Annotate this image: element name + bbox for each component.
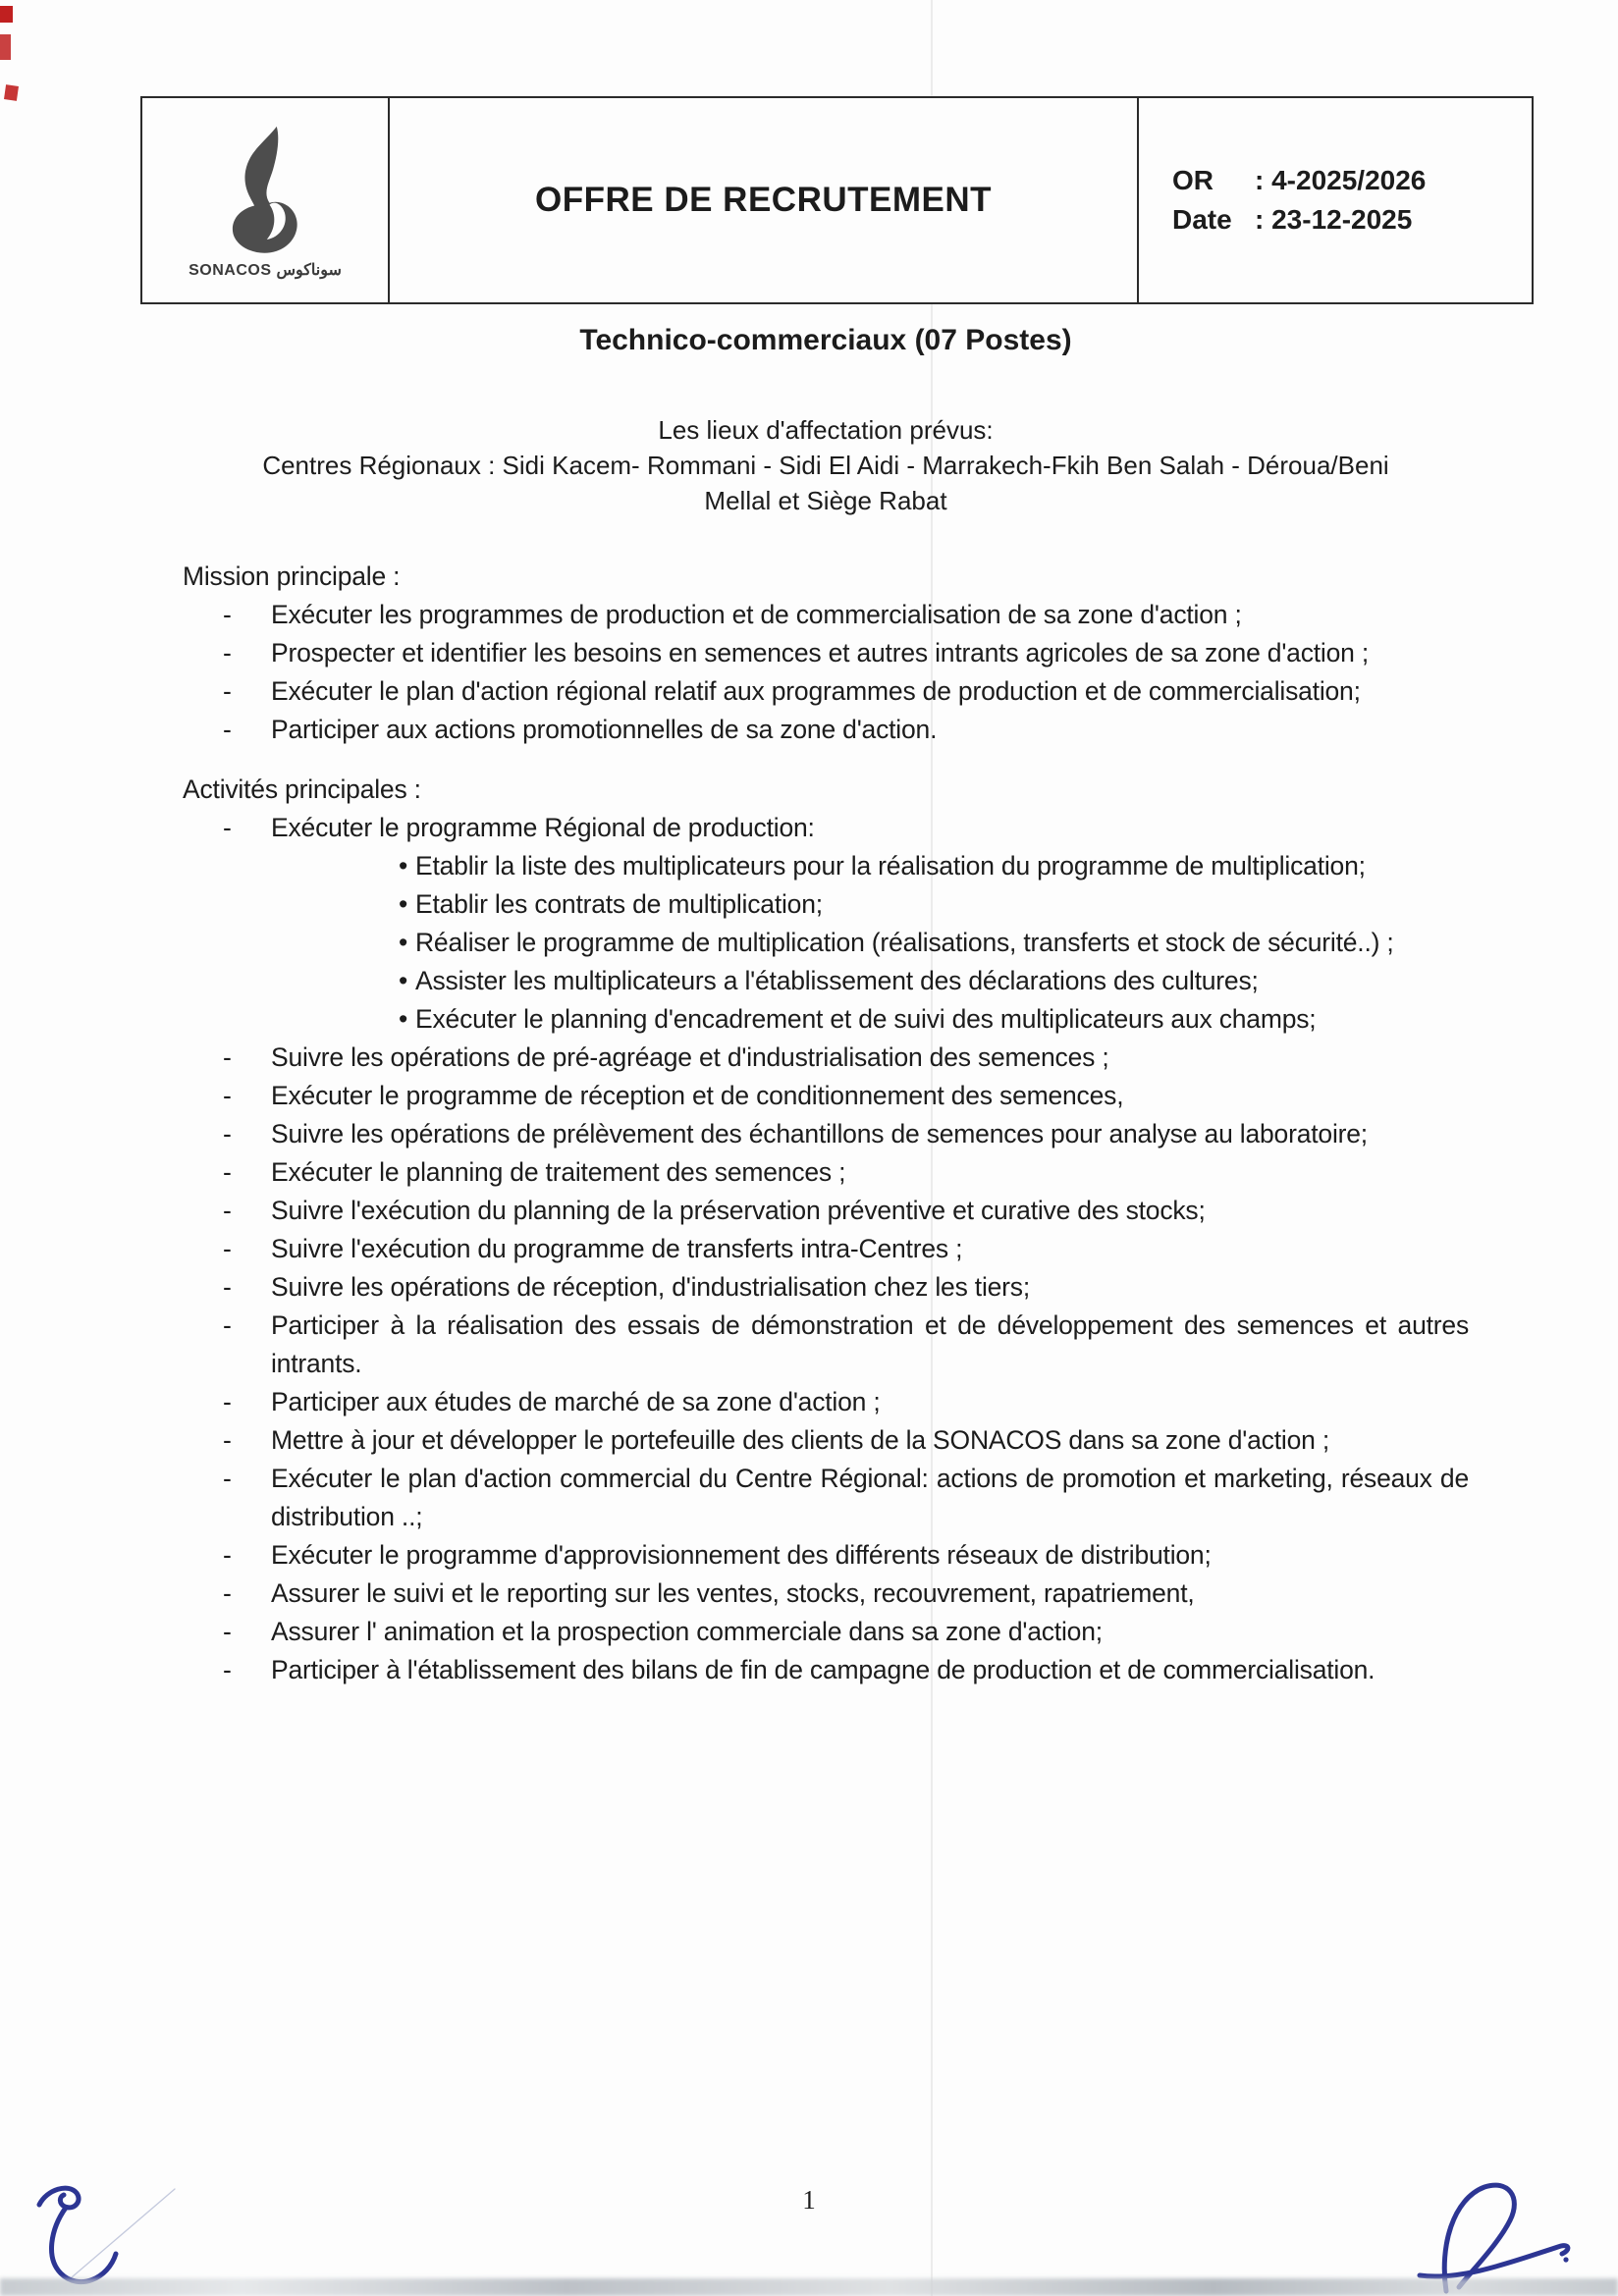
list-item bbox=[183, 1536, 1469, 1575]
bullet-marker: • bbox=[399, 1004, 408, 1034]
affectation-intro: Les lieux d'affectation prévus: bbox=[658, 415, 994, 445]
item-text: Suivre l'exécution du planning de la préservation préventive et curative des stocks; bbox=[271, 1196, 1206, 1225]
date-label: Date bbox=[1172, 204, 1232, 235]
logo-cell bbox=[142, 98, 390, 302]
header-meta-cell bbox=[1139, 98, 1532, 302]
sub-list-item bbox=[271, 847, 1469, 885]
item-text: Exécuter le plan d'action commercial du Centre Régional: actions de promotion et marketing, réseaux de distribution ..; bbox=[271, 1464, 1469, 1531]
dash-marker: - bbox=[223, 1272, 232, 1302]
dash-marker: - bbox=[223, 1425, 232, 1455]
list-item bbox=[183, 1307, 1469, 1383]
bullet-marker: • bbox=[399, 928, 408, 957]
item-text: Participer à la réalisation des essais de démonstration et de développement des semences et autres intrants. bbox=[271, 1310, 1469, 1378]
dash-marker: - bbox=[223, 1081, 232, 1110]
list-item bbox=[183, 1192, 1469, 1230]
sub-item-text: Réaliser le programme de multiplication (réalisations, transferts et stock de sécurité..) ; bbox=[415, 928, 1394, 957]
list-item bbox=[183, 1230, 1469, 1268]
sub-item-text: Etablir la liste des multiplicateurs pour la réalisation du programme de multiplication; bbox=[415, 851, 1366, 881]
list-item bbox=[183, 672, 1469, 711]
item-text: Suivre l'exécution du programme de transferts intra-Centres ; bbox=[271, 1234, 963, 1263]
red-edge-mark bbox=[0, 34, 11, 60]
header-title-cell bbox=[390, 98, 1139, 302]
list-item bbox=[183, 1460, 1469, 1536]
list-item bbox=[183, 1383, 1469, 1421]
list-item bbox=[183, 809, 1469, 1039]
list-item bbox=[183, 1115, 1469, 1153]
dash-marker: - bbox=[223, 1617, 232, 1646]
affectation-line-1: Centres Régionaux : Sidi Kacem- Rommani - Sidi El Aidi - Marrakech-Fkih Ben Salah - Déroua/Beni bbox=[262, 451, 1389, 480]
item-text: Suivre les opérations de pré-agréage et d'industrialisation des semences ; bbox=[271, 1042, 1109, 1072]
page-title: Technico-commerciaux (07 Postes) bbox=[579, 324, 1072, 356]
dash-marker: - bbox=[223, 1387, 232, 1416]
dash-marker: - bbox=[223, 715, 232, 744]
bullet-marker: • bbox=[399, 889, 408, 919]
dash-marker: - bbox=[223, 1119, 232, 1148]
item-text: Suivre les opérations de réception, d'industrialisation chez les tiers; bbox=[271, 1272, 1031, 1302]
signature-left bbox=[18, 2167, 185, 2290]
document-body bbox=[183, 304, 1469, 1689]
sub-item-text: Etablir les contrats de multiplication; bbox=[415, 889, 823, 919]
sub-list-item bbox=[271, 1000, 1469, 1039]
dash-marker: - bbox=[223, 1540, 232, 1570]
red-edge-mark bbox=[4, 84, 19, 101]
item-text: Exécuter le planning de traitement des semences ; bbox=[271, 1157, 846, 1187]
dash-marker: - bbox=[223, 638, 232, 667]
list-item bbox=[183, 596, 1469, 634]
item-text: Participer aux actions promotionnelles de sa zone d'action. bbox=[271, 715, 938, 744]
or-label: OR bbox=[1172, 165, 1214, 195]
bullet-marker: • bbox=[399, 851, 408, 881]
sub-item-text: Assister les multiplicateurs a l'établissement des déclarations des cultures; bbox=[415, 966, 1259, 995]
scan-artifact-band bbox=[0, 2278, 1618, 2296]
activities-list bbox=[183, 809, 1469, 1689]
affectation-line-2: Mellal et Siège Rabat bbox=[704, 486, 947, 515]
list-item bbox=[183, 1421, 1469, 1460]
list-item bbox=[183, 1153, 1469, 1192]
dash-marker: - bbox=[223, 813, 232, 842]
page-number: 1 bbox=[802, 2185, 816, 2215]
dash-marker: - bbox=[223, 1196, 232, 1225]
item-text: Participer aux études de marché de sa zone d'action ; bbox=[271, 1387, 881, 1416]
list-item bbox=[183, 1651, 1469, 1689]
item-text: Suivre les opérations de prélèvement des échantillons de semences pour analyse au laboratoire; bbox=[271, 1119, 1368, 1148]
red-edge-mark bbox=[0, 6, 13, 23]
item-text: Exécuter le programme de réception et de conditionnement des semences, bbox=[271, 1081, 1124, 1110]
dash-marker: - bbox=[223, 600, 232, 629]
sonacos-logo-icon bbox=[225, 125, 305, 258]
item-text: Mettre à jour et développer le portefeuille des clients de la SONACOS dans sa zone d'action ; bbox=[271, 1425, 1329, 1455]
list-item bbox=[183, 711, 1469, 749]
item-text: Exécuter le programme Régional de production: bbox=[271, 813, 815, 842]
item-text: Assurer le suivi et le reporting sur les ventes, stocks, recouvrement, rapatriement, bbox=[271, 1578, 1195, 1608]
item-text: Exécuter le plan d'action régional relatif aux programmes de production et de commercialisation; bbox=[271, 676, 1361, 706]
date-value: : 23-12-2025 bbox=[1255, 204, 1413, 235]
item-text: Participer à l'établissement des bilans de fin de campagne de production et de commercialisation. bbox=[271, 1655, 1375, 1684]
sub-list-item bbox=[271, 885, 1469, 924]
dash-marker: - bbox=[223, 1042, 232, 1072]
mission-heading: Mission principale : bbox=[183, 561, 401, 591]
bullet-marker: • bbox=[399, 966, 408, 995]
or-row bbox=[1172, 161, 1532, 200]
dash-marker: - bbox=[223, 1655, 232, 1684]
item-text: Prospecter et identifier les besoins en semences et autres intrants agricoles de sa zone d'action ; bbox=[271, 638, 1370, 667]
dash-marker: - bbox=[223, 1464, 232, 1493]
dash-marker: - bbox=[223, 1234, 232, 1263]
sub-item-text: Exécuter le planning d'encadrement et de suivi des multiplicateurs aux champs; bbox=[415, 1004, 1317, 1034]
date-row bbox=[1172, 200, 1532, 240]
header-table bbox=[140, 96, 1534, 304]
sub-list-item bbox=[271, 924, 1469, 962]
dash-marker: - bbox=[223, 1310, 232, 1340]
list-item bbox=[183, 1077, 1469, 1115]
logo-wordmark: SONACOS سوناكوس bbox=[189, 262, 342, 279]
sub-list bbox=[271, 847, 1469, 1039]
mission-list bbox=[183, 596, 1469, 749]
dash-marker: - bbox=[223, 1578, 232, 1608]
item-text: Exécuter le programme d'approvisionnement des différents réseaux de distribution; bbox=[271, 1540, 1212, 1570]
list-item bbox=[183, 1039, 1469, 1077]
item-text: Assurer l' animation et la prospection commerciale dans sa zone d'action; bbox=[271, 1617, 1103, 1646]
activities-heading: Activités principales : bbox=[183, 774, 421, 804]
header-title: OFFRE DE RECRUTEMENT bbox=[535, 181, 992, 219]
list-item bbox=[183, 634, 1469, 672]
list-item bbox=[183, 1575, 1469, 1613]
item-text: Exécuter les programmes de production et de commercialisation de sa zone d'action ; bbox=[271, 600, 1242, 629]
or-value: : 4-2025/2026 bbox=[1255, 165, 1427, 195]
list-item bbox=[183, 1613, 1469, 1651]
dash-marker: - bbox=[223, 676, 232, 706]
sub-list-item bbox=[271, 962, 1469, 1000]
dash-marker: - bbox=[223, 1157, 232, 1187]
list-item bbox=[183, 1268, 1469, 1307]
